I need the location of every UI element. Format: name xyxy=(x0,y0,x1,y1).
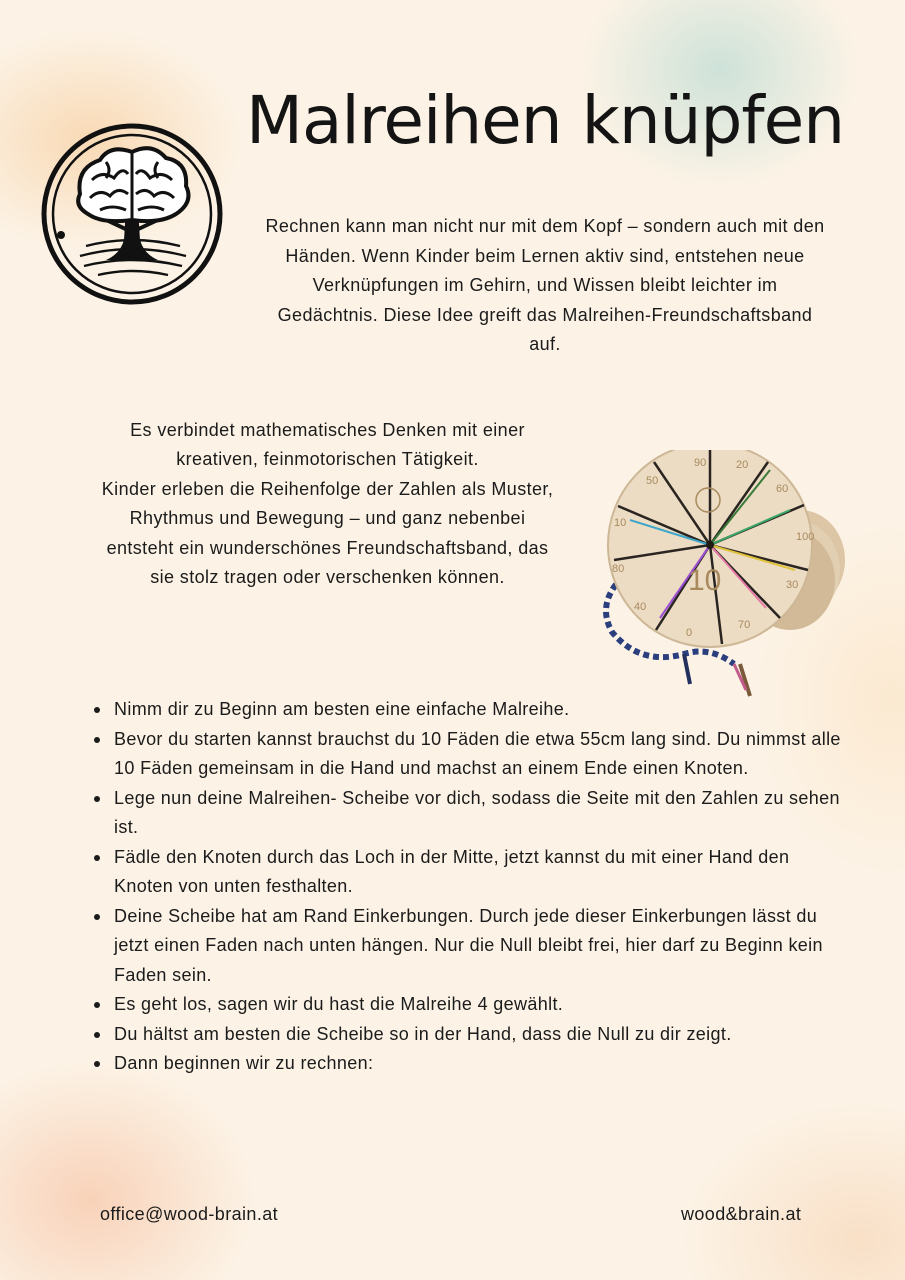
list-item: Bevor du starten kannst brauchst du 10 Fäden die etwa 55cm lang sind. Du nimmst alle 10 Fäden gemeinsam in die Hand und machst an einem Ende einen Knoten. xyxy=(92,725,852,784)
list-item: Deine Scheibe hat am Rand Einkerbungen. Durch jede dieser Einkerbungen lässt du jetzt einen Faden nach unten hängen. Nur die Null bleibt frei, hier darf zu Beginn kein Faden sein. xyxy=(92,902,852,991)
disc-number-20: 20 xyxy=(736,459,749,471)
disc-number-80: 80 xyxy=(612,563,625,575)
product-photo xyxy=(590,450,860,700)
disc-center-number: 10 xyxy=(688,564,722,597)
description-paragraph-2: Kinder erleben die Reihenfolge der Zahlen als Muster, Rhythmus und Bewegung – und ganz nebenbei entsteht ein wunderschönes Freundschaftsband, das sie stolz tragen oder verschenken können. xyxy=(101,478,554,588)
footer-email[interactable]: office@wood-brain.at xyxy=(100,1204,279,1224)
disc-number-70: 70 xyxy=(738,619,751,631)
description-block xyxy=(100,416,555,592)
disc-number-0: 0 xyxy=(686,627,693,639)
list-item: Es geht los, sagen wir du hast die Malreihe 4 gewählt. xyxy=(92,990,852,1020)
disc-number-30: 30 xyxy=(786,579,799,591)
instruction-list xyxy=(92,695,852,1079)
list-item: Lege nun deine Malreihen- Scheibe vor dich, sodass die Seite mit den Zahlen zu sehen ist. xyxy=(92,784,852,843)
description-paragraph-1: Es verbindet mathematisches Denken mit einer kreativen, feinmotorischen Tätigkeit. xyxy=(130,420,525,470)
disc-number-90: 90 xyxy=(694,457,707,469)
disc-number-60: 60 xyxy=(776,483,789,495)
intro-paragraph: Rechnen kann man nicht nur mit dem Kopf – sondern auch mit den Händen. Wenn Kinder beim Lernen aktiv sind, entstehen neue Verknüpfungen im Gehirn, und Wissen bleibt leichter im Gedächtnis. Diese Idee greift das Malreihen-Freundschaftsband auf. xyxy=(265,216,825,355)
disc-number-100: 100 xyxy=(796,531,815,543)
list-item: Du hältst am besten die Scheibe so in der Hand, dass die Null zu dir zeigt. xyxy=(92,1020,852,1050)
list-item: Fädle den Knoten durch das Loch in der Mitte, jetzt kannst du mit einer Hand den Knoten von unten festhalten. xyxy=(92,843,852,902)
list-item: Dann beginnen wir zu rechnen: xyxy=(92,1049,852,1079)
disc-number-40: 40 xyxy=(634,601,647,613)
disc-number-10: 10 xyxy=(614,517,627,529)
brain-tree-logo-icon xyxy=(40,122,224,306)
list-item: Nimm dir zu Beginn am besten eine einfache Malreihe. xyxy=(92,695,852,725)
page-title: Malreihen knüpfen xyxy=(246,82,845,159)
footer-website[interactable]: wood&brain.at xyxy=(681,1204,802,1224)
disc-number-50: 50 xyxy=(646,475,659,487)
